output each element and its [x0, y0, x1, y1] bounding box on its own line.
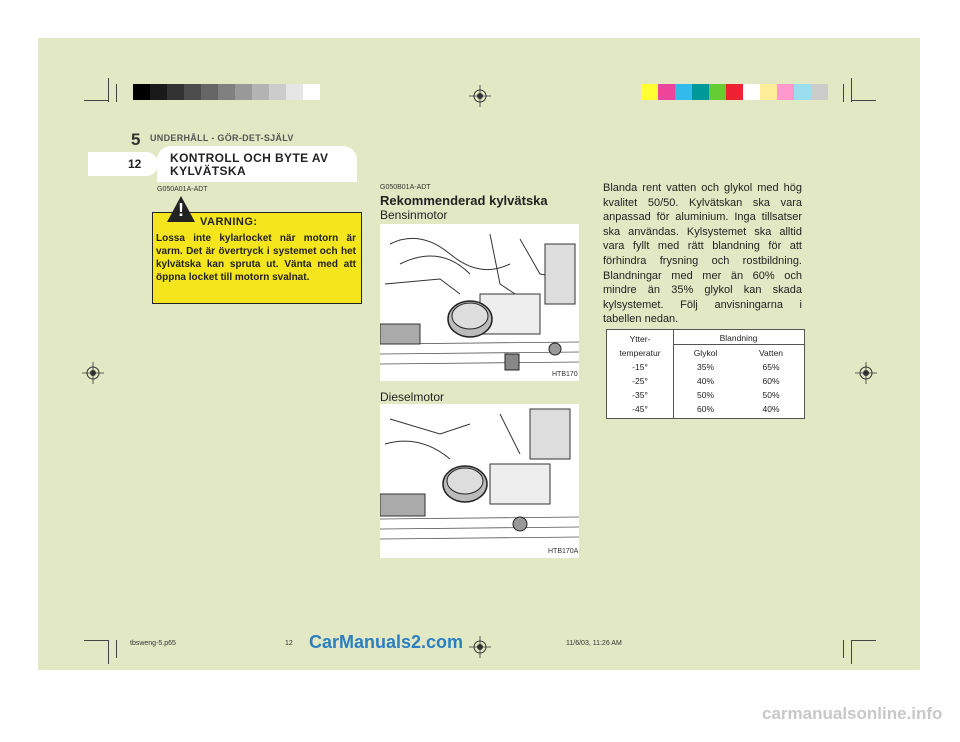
carmanuals-watermark[interactable]: CarManuals2.com — [309, 632, 464, 652]
coolant-mix-table — [606, 329, 805, 419]
grayscale-swatch — [218, 84, 235, 100]
table-cell-temp: -25° — [632, 376, 648, 386]
temp-header-line1: Ytter- — [629, 334, 651, 344]
table-cell-vatten: 40% — [762, 404, 780, 414]
crop-mark — [108, 640, 109, 664]
table-cell-glykol: 35% — [696, 362, 714, 372]
coolant-mixing-paragraph: Blanda rent vatten och glykol med hög kvalitet 50/50. Kylvätskan ska vara anpassad för aluminium. Inga tillsatser ska användas. Kylsystemet ska alltid vara fyllt med rätt blandning för att förhindra frysning och rostbildning. Blandningar med mer än 60% och mindre än 35% glykol kan skada kylsystemet. Följ anvisningarna i tabellen nedan. — [603, 182, 802, 326]
chapter-number: 5 — [131, 130, 141, 149]
registration-mark-icon — [82, 362, 104, 384]
vatten-header: Vatten — [759, 348, 783, 358]
color-calibration-bar — [641, 84, 828, 100]
glykol-header: Glykol — [693, 348, 718, 358]
temp-header-line2: temperatur — [619, 348, 661, 358]
mix-group-header: Blandning — [719, 333, 758, 343]
diesel-image-caption: HTB170A — [548, 548, 579, 555]
registration-mark-icon — [855, 362, 877, 384]
color-swatch — [692, 84, 709, 100]
grayscale-calibration-bar — [133, 84, 320, 100]
color-swatch — [760, 84, 777, 100]
color-swatch — [743, 84, 760, 100]
carmanualsonline-watermark[interactable]: carmanualsonline.info — [762, 704, 943, 723]
color-swatch — [777, 84, 794, 100]
footer-file-name: tbsweng-5.p65 — [130, 640, 176, 647]
table-cell-vatten: 50% — [762, 390, 780, 400]
grayscale-swatch — [235, 84, 252, 100]
crop-mark — [851, 78, 852, 102]
table-cell-vatten: 60% — [762, 376, 780, 386]
coolant-title: Rekommenderad kylvätska — [380, 193, 548, 208]
section-title-line1: KONTROLL OCH BYTE AV — [170, 151, 329, 165]
petrol-image-caption: HTB170 — [552, 371, 578, 378]
grayscale-swatch — [133, 84, 150, 100]
color-swatch — [641, 84, 658, 100]
crop-mark — [116, 640, 117, 658]
chapter-title: UNDERHÅLL - GÖR-DET-SJÄLV — [150, 133, 294, 143]
table-cell-glykol: 40% — [696, 376, 714, 386]
section-title — [170, 152, 355, 178]
grayscale-swatch — [269, 84, 286, 100]
grayscale-swatch — [150, 84, 167, 100]
table-divider — [673, 344, 804, 345]
grayscale-swatch — [167, 84, 184, 100]
table-cell-temp: -45° — [632, 404, 648, 414]
crop-mark — [851, 640, 852, 664]
registration-mark-icon — [469, 636, 491, 658]
grayscale-swatch — [252, 84, 269, 100]
crop-mark — [843, 84, 844, 102]
footer-date: 11/6/03, 11:26 AM — [566, 640, 622, 647]
color-swatch — [675, 84, 692, 100]
warning-heading: VARNING: — [200, 216, 258, 228]
crop-mark — [84, 100, 108, 101]
grayscale-swatch — [184, 84, 201, 100]
warning-text: Lossa inte kylarlocket när motorn är varm. Det är övertryck i systemet och het kylvätska kan spruta ut. Vänta med att öppna locket till motorn svalnat. — [156, 233, 356, 283]
middle-section-code: G050B01A-ADT — [380, 184, 431, 191]
page-number-tab — [88, 152, 158, 176]
crop-mark — [852, 100, 876, 101]
table-cell-temp: -35° — [632, 390, 648, 400]
petrol-engine-label: Bensinmotor — [380, 208, 448, 222]
left-section-code: G050A01A-ADT — [157, 186, 208, 193]
crop-mark — [108, 78, 109, 102]
table-cell-glykol: 60% — [696, 404, 714, 414]
page-number: 12 — [128, 157, 142, 171]
color-swatch — [658, 84, 675, 100]
registration-mark-icon — [469, 85, 491, 107]
color-swatch — [794, 84, 811, 100]
table-cell-temp: -15° — [632, 362, 648, 372]
color-swatch — [709, 84, 726, 100]
crop-mark — [84, 640, 108, 641]
color-swatch — [726, 84, 743, 100]
table-cell-vatten: 65% — [762, 362, 780, 372]
table-cell-glykol: 50% — [696, 390, 714, 400]
section-title-line2: KYLVÄTSKA — [170, 164, 247, 178]
crop-mark — [852, 640, 876, 641]
grayscale-swatch — [303, 84, 320, 100]
diesel-engine-label: Dieselmotor — [380, 390, 445, 404]
diesel-engine-illustration — [380, 404, 579, 558]
grayscale-swatch — [286, 84, 303, 100]
crop-mark — [843, 640, 844, 658]
exclamation-mark: ! — [178, 200, 184, 220]
color-swatch — [811, 84, 828, 100]
footer-page-number: 12 — [285, 640, 293, 647]
crop-mark — [116, 84, 117, 102]
grayscale-swatch — [201, 84, 218, 100]
petrol-engine-illustration — [380, 224, 579, 381]
